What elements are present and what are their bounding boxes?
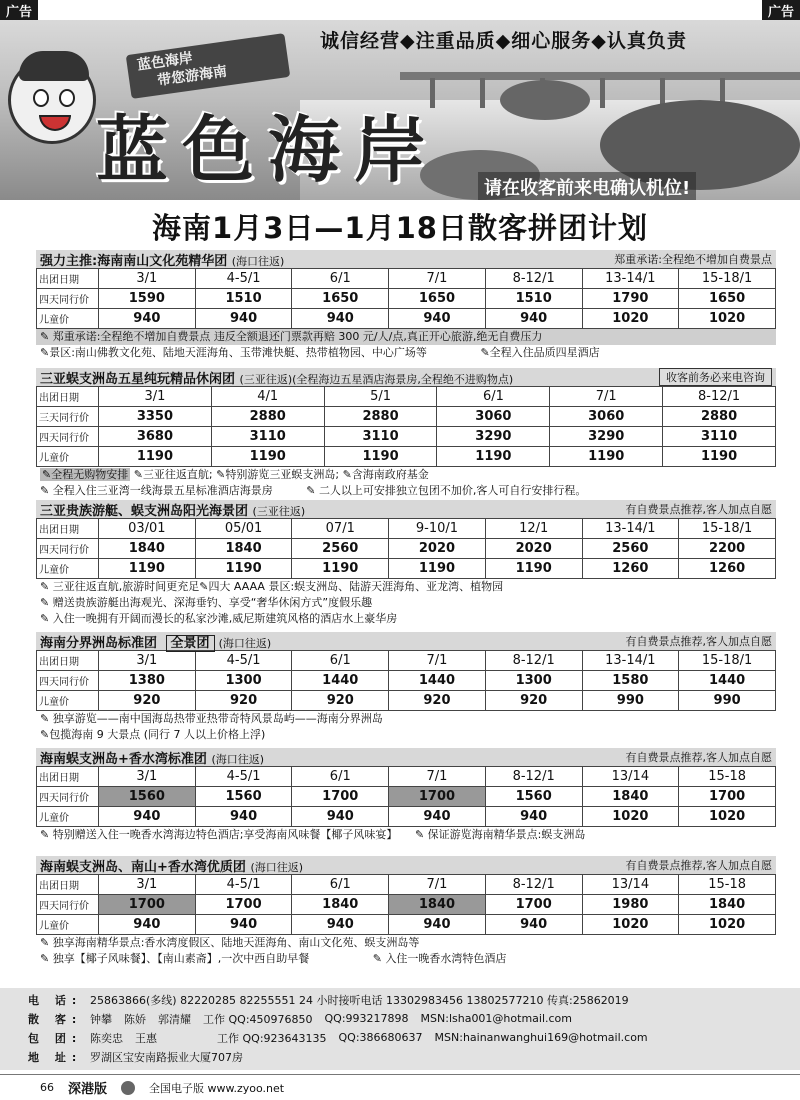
price-cell: 940	[485, 309, 582, 329]
date-cell: 8-12/1	[485, 269, 582, 289]
section-header	[36, 632, 776, 650]
date-cell: 13/14	[582, 767, 679, 787]
row-label: 出团日期	[37, 651, 99, 671]
price-cell: 2200	[679, 539, 776, 559]
group-row	[28, 1028, 772, 1047]
price-cell: 940	[292, 309, 389, 329]
tour-section-1	[36, 250, 776, 361]
price-cell: 2560	[582, 539, 679, 559]
price-cell: 920	[389, 691, 486, 711]
table-row	[37, 875, 776, 895]
row-label: 出团日期	[37, 519, 99, 539]
row-label: 出团日期	[37, 767, 99, 787]
edition-label: 深港版	[68, 1082, 108, 1097]
price-cell: 2020	[389, 539, 486, 559]
row-label: 四天同行价	[37, 427, 99, 447]
price-table	[36, 386, 776, 467]
section-header	[36, 250, 776, 268]
price-cell: 1700	[195, 895, 292, 915]
table-row	[37, 767, 776, 787]
table-row	[37, 427, 776, 447]
rock	[500, 80, 590, 120]
price-cell: 1190	[99, 447, 212, 467]
price-cell: 1840	[582, 787, 679, 807]
price-cell: 1020	[582, 309, 679, 329]
address-text: 罗湖区宝安南路振业大厦707房	[90, 1050, 243, 1064]
price-cell: 1020	[582, 807, 679, 827]
note-text: 独享海南精华景点:香水湾度假区、陆地天涯海角、南山文化苑、蜈支洲岛等	[52, 936, 420, 949]
table-row	[37, 269, 776, 289]
page-title: 海南1月3日—1月18日散客拼团计划	[152, 211, 648, 245]
date-cell: 7/1	[389, 651, 486, 671]
table-row	[37, 559, 776, 579]
date-cell: 6/1	[292, 269, 389, 289]
date-cell: 7/1	[389, 767, 486, 787]
brand-logo: 蓝色海岸	[96, 107, 441, 192]
date-cell: 15-18/1	[679, 519, 776, 539]
section-right-note: 郑重承诺:全程绝不增加自费景点	[614, 253, 772, 266]
note-text: 二人以上可安排独立包团不加价,客人可自行安排行程。	[318, 484, 587, 497]
row-label: 三天同行价	[37, 407, 99, 427]
table-row	[37, 289, 776, 309]
price-cell: 3350	[99, 407, 212, 427]
tour-section-6	[36, 856, 776, 967]
section-header	[36, 748, 776, 766]
price-table	[36, 268, 776, 329]
section-note: ✎包揽海南 9 大景点 (同行 7 人以上价格上浮)	[40, 728, 266, 741]
row-label: 四天同行价	[37, 289, 99, 309]
price-cell: 3110	[663, 427, 776, 447]
msn-address: MSN:lsha001@hotmail.com	[420, 1012, 573, 1025]
tour-section-3	[36, 500, 776, 627]
price-cell: 1190	[389, 559, 486, 579]
date-cell: 5/1	[324, 387, 437, 407]
row-label: 儿童价	[37, 915, 99, 935]
row-label: 儿童价	[37, 691, 99, 711]
note-text: 郑重承诺:全程绝不增加自费景点 违反全额退还门票款再赔 300 元/人/点,真正开心旅游,绝无自费压力	[52, 330, 543, 343]
price-cell: 1020	[582, 915, 679, 935]
price-cell: 1790	[582, 289, 679, 309]
note-text: 包揽海南 9 大景点 (同行 7 人以上价格上浮)	[49, 728, 266, 741]
address-label: 地 址:	[28, 1050, 83, 1064]
price-cell: 3060	[437, 407, 550, 427]
price-table	[36, 650, 776, 711]
note-text: 含海南政府基金	[351, 468, 429, 481]
row-label: 四天同行价	[37, 539, 99, 559]
price-cell: 940	[389, 807, 486, 827]
qq-number: QQ:386680637	[338, 1031, 423, 1044]
row-label: 四天同行价	[37, 787, 99, 807]
price-cell: 1700	[292, 787, 389, 807]
date-cell: 15-18	[679, 875, 776, 895]
section-header	[36, 368, 776, 386]
price-cell: 940	[485, 915, 582, 935]
price-cell: 1440	[292, 671, 389, 691]
price-cell: 940	[389, 915, 486, 935]
row-label: 出团日期	[37, 875, 99, 895]
date-cell: 7/1	[389, 269, 486, 289]
date-cell: 03/01	[99, 519, 196, 539]
section-title: 海南蜈支洲岛+香水湾标准团	[40, 751, 207, 767]
date-cell: 13/14	[582, 875, 679, 895]
table-row	[37, 895, 776, 915]
price-cell: 2560	[292, 539, 389, 559]
date-cell: 6/1	[292, 651, 389, 671]
date-cell: 8-12/1	[485, 875, 582, 895]
price-cell: 1190	[550, 447, 663, 467]
slogan: 诚信经营◆注重品质◆细心服务◆认真负责	[320, 30, 687, 52]
note-text: 保证游览海南精华景点:蜈支洲岛	[427, 828, 586, 841]
date-cell: 6/1	[292, 767, 389, 787]
price-cell: 3060	[550, 407, 663, 427]
section-right-note: 有自费景点推荐,客人加点自愿	[625, 635, 772, 648]
date-cell: 9-10/1	[389, 519, 486, 539]
contact-name: 陈娇	[124, 1012, 146, 1026]
date-cell: 7/1	[550, 387, 663, 407]
row-label: 儿童价	[37, 309, 99, 329]
price-cell: 1190	[211, 447, 324, 467]
section-note: ✎ 独享游览——南中国海岛热带亚热带奇特风景岛屿——海南分界洲岛	[40, 712, 383, 725]
note-text: 特别游览三亚蜈支洲岛;	[225, 468, 340, 481]
msn-address: MSN:hainanwanghui169@hotmail.com	[434, 1031, 648, 1044]
pier-post	[480, 78, 485, 108]
flag-line2: 带您游海南	[156, 63, 229, 90]
price-cell: 1440	[389, 671, 486, 691]
price-cell: 3290	[437, 427, 550, 447]
confirm-notice: 请在收客前来电确认机位!	[478, 172, 696, 200]
price-cell: 3110	[324, 427, 437, 447]
qq-number: 工作 QQ:450976850	[203, 1012, 313, 1026]
date-cell: 15-18/1	[679, 269, 776, 289]
price-cell: 940	[99, 309, 196, 329]
note-text: 三亚往返直航;	[142, 468, 213, 481]
section-header	[36, 856, 776, 874]
mascot-eye	[33, 89, 49, 107]
price-cell: 1260	[582, 559, 679, 579]
qq-number: 工作 QQ:923643135	[217, 1031, 327, 1045]
table-row	[37, 807, 776, 827]
section-title: 海南分界洲岛标准团	[40, 635, 158, 651]
table-row	[37, 407, 776, 427]
price-cell: 940	[195, 309, 292, 329]
price-cell: 3290	[550, 427, 663, 447]
phone-numbers: 25863866(多线) 82220285 82255551 24 小时接听电话 13302983456 13802577210 传真:25862019	[90, 993, 629, 1007]
price-cell: 1560	[195, 787, 292, 807]
mascot-image	[8, 56, 96, 144]
date-cell: 3/1	[99, 269, 196, 289]
mascot-mouth	[39, 115, 71, 131]
table-row	[37, 447, 776, 467]
price-cell: 1700	[485, 895, 582, 915]
note-text: 四大 AAAA 景区:蜈支洲岛、陆游天涯海角、亚龙湾、植物园	[208, 580, 504, 593]
price-cell: 1560	[485, 787, 582, 807]
date-cell: 13-14/1	[582, 651, 679, 671]
price-cell: 1190	[437, 447, 550, 467]
contact-name: 王惠	[135, 1031, 157, 1045]
row-label: 四天同行价	[37, 895, 99, 915]
price-cell: 1840	[389, 895, 486, 915]
note-text: 全程入住三亚湾一线海景五星标准酒店海景房	[52, 484, 273, 497]
date-cell: 3/1	[99, 651, 196, 671]
contact-footer	[0, 988, 800, 1070]
note-text: 赠送贵族游艇出海观光、深海垂钓、享受“奢华休闲方式”度假乐趣	[52, 596, 373, 609]
price-cell: 990	[582, 691, 679, 711]
date-cell: 05/01	[195, 519, 292, 539]
date-cell: 07/1	[292, 519, 389, 539]
note-text: 全程无购物安排	[51, 468, 129, 481]
price-cell: 1020	[679, 309, 776, 329]
full-view-badge: 全景团	[166, 635, 215, 652]
contact-name: 钟攀	[90, 1012, 112, 1026]
price-cell: 940	[292, 807, 389, 827]
price-cell: 940	[195, 807, 292, 827]
pier-post	[600, 78, 605, 108]
table-row	[37, 519, 776, 539]
section-note: ✎ 赠送贵族游艇出海观光、深海垂钓、享受“奢华休闲方式”度假乐趣	[40, 596, 373, 609]
note-text: 入住一晚拥有开阔而漫长的私家沙滩,威尼斯建筑风格的酒店水上豪华房	[52, 612, 398, 625]
page-number: 66	[40, 1081, 54, 1094]
price-cell: 920	[195, 691, 292, 711]
price-cell: 1980	[582, 895, 679, 915]
group-label: 包 团:	[28, 1031, 83, 1045]
section-note: ✎ 三亚往返直航,旅游时间更充足✎四大 AAAA 景区:蜈支洲岛、陆游天涯海角、亚龙湾、植物园	[40, 580, 504, 593]
date-cell: 8-12/1	[485, 767, 582, 787]
price-cell: 1560	[99, 787, 196, 807]
price-cell: 940	[99, 915, 196, 935]
retail-row	[28, 1009, 772, 1028]
price-cell: 920	[99, 691, 196, 711]
date-cell: 4-5/1	[195, 875, 292, 895]
section-title: 海南蜈支洲岛、南山+香水湾优质团	[40, 859, 246, 875]
price-cell: 2020	[485, 539, 582, 559]
date-cell: 13-14/1	[582, 519, 679, 539]
table-row	[37, 691, 776, 711]
section-sub: (三亚往返)	[252, 504, 306, 518]
price-cell: 1700	[679, 787, 776, 807]
price-cell: 940	[485, 807, 582, 827]
price-cell: 3110	[211, 427, 324, 447]
site-label: 全国电子版 www.zyoo.net	[149, 1081, 285, 1095]
tour-section-2	[36, 368, 776, 499]
flag-banner	[126, 33, 291, 99]
date-cell: 3/1	[99, 875, 196, 895]
note-text: 特别赠送入住一晚香水湾海边特色酒店;享受海南风味餐【椰子风味宴】	[52, 828, 398, 841]
note-text: 景区:南山佛教文化苑、陆地天涯海角、玉带滩快艇、热带植物园、中心广场等	[49, 346, 427, 359]
row-label: 出团日期	[37, 387, 99, 407]
contact-name: 陈奕忠	[90, 1031, 123, 1045]
table-row	[37, 671, 776, 691]
section-note: ✎全程无购物安排 ✎三亚往返直航; ✎特别游览三亚蜈支洲岛; ✎含海南政府基金	[42, 468, 429, 481]
price-cell: 1580	[582, 671, 679, 691]
phone-row	[28, 990, 772, 1009]
price-cell: 2880	[211, 407, 324, 427]
section-sub: (三亚往返)(全程海边五星酒店海景房,全程绝不进购物点)	[239, 372, 514, 386]
row-label: 四天同行价	[37, 671, 99, 691]
row-label: 出团日期	[37, 269, 99, 289]
price-cell: 1510	[195, 289, 292, 309]
row-label: 儿童价	[37, 559, 99, 579]
row-label: 儿童价	[37, 807, 99, 827]
date-cell: 4-5/1	[195, 767, 292, 787]
price-cell: 1650	[389, 289, 486, 309]
date-cell: 6/1	[292, 875, 389, 895]
mascot-eye	[59, 89, 75, 107]
price-cell: 1700	[99, 895, 196, 915]
price-cell: 1840	[679, 895, 776, 915]
section-sub: (海口往返)	[250, 860, 304, 874]
price-cell: 1190	[99, 559, 196, 579]
price-cell: 940	[99, 807, 196, 827]
publication-logo-icon	[121, 1081, 135, 1095]
date-cell: 4-5/1	[195, 651, 292, 671]
price-cell: 1700	[389, 787, 486, 807]
table-row	[37, 787, 776, 807]
price-cell: 1440	[679, 671, 776, 691]
price-table	[36, 766, 776, 827]
section-sub: (海口往返)	[218, 636, 272, 650]
price-cell: 940	[195, 915, 292, 935]
price-cell: 940	[292, 915, 389, 935]
price-cell: 990	[679, 691, 776, 711]
price-cell: 1650	[679, 289, 776, 309]
date-cell: 15-18/1	[679, 651, 776, 671]
date-cell: 6/1	[437, 387, 550, 407]
price-cell: 1300	[485, 671, 582, 691]
price-cell: 1190	[195, 559, 292, 579]
price-cell: 1020	[679, 915, 776, 935]
section-note: ✎ 全程入住三亚湾一线海景五星标准酒店海景房 ✎ 二人以上可安排独立包团不加价,客人可自行安排行程。	[40, 484, 587, 497]
table-row	[37, 651, 776, 671]
price-cell: 1300	[195, 671, 292, 691]
note-text: 独享游览——南中国海岛热带亚热带奇特风景岛屿——海南分界洲岛	[52, 712, 383, 725]
qq-number: QQ:993217898	[324, 1012, 409, 1025]
consult-box: 收客前务必来电咨询	[659, 368, 772, 386]
tour-section-5	[36, 748, 776, 843]
price-cell: 1650	[292, 289, 389, 309]
price-cell: 1260	[679, 559, 776, 579]
note-text: 独享【椰子风味餐】、【南山素斋】,一次中西自助早餐	[52, 952, 310, 965]
price-cell: 1840	[292, 895, 389, 915]
hero-banner	[0, 20, 800, 200]
section-right-note: 有自费景点推荐,客人加点自愿	[625, 859, 772, 872]
table-row	[37, 539, 776, 559]
note-text: 三亚往返直航,旅游时间更充足	[52, 580, 200, 593]
page-footer	[0, 1074, 800, 1100]
price-cell: 1590	[99, 289, 196, 309]
price-table	[36, 874, 776, 935]
section-right-note: 有自费景点推荐,客人加点自愿	[625, 751, 772, 764]
price-cell: 1190	[485, 559, 582, 579]
price-cell: 920	[292, 691, 389, 711]
date-cell: 13-14/1	[582, 269, 679, 289]
section-note: ✎ 独享【椰子风味餐】、【南山素斋】,一次中西自助早餐 ✎ 入住一晚香水湾特色酒店	[40, 952, 507, 965]
table-row	[37, 387, 776, 407]
mascot-hair	[19, 51, 89, 81]
date-cell: 12/1	[485, 519, 582, 539]
price-cell: 1510	[485, 289, 582, 309]
section-note: ✎景区:南山佛教文化苑、陆地天涯海角、玉带滩快艇、热带植物园、中心广场等 ✎全程入住品质四星酒店	[40, 346, 600, 359]
section-sub: (海口往返)	[211, 752, 265, 766]
address-row	[28, 1047, 772, 1066]
date-cell: 7/1	[389, 875, 486, 895]
section-sub: (海口往返)	[231, 254, 285, 268]
price-cell: 1840	[99, 539, 196, 559]
tour-section-4	[36, 632, 776, 743]
section-note: ✎ 入住一晚拥有开阔而漫长的私家沙滩,威尼斯建筑风格的酒店水上豪华房	[40, 612, 398, 625]
price-cell: 1840	[195, 539, 292, 559]
date-cell: 3/1	[99, 767, 196, 787]
section-title: 三亚蜈支洲岛五星纯玩精品休闲团	[40, 371, 236, 387]
section-note: ✎ 特别赠送入住一晚香水湾海边特色酒店;享受海南风味餐【椰子风味宴】 ✎ 保证游览海南精华景点:蜈支洲岛	[40, 828, 586, 841]
price-table	[36, 518, 776, 579]
price-cell: 940	[389, 309, 486, 329]
section-title: 强力主推:海南南山文化苑精华团	[40, 253, 228, 269]
ad-tag-left: 广告	[0, 0, 38, 20]
date-cell: 8-12/1	[485, 651, 582, 671]
note-text: 入住一晚香水湾特色酒店	[385, 952, 507, 965]
phone-label: 电 话:	[28, 993, 83, 1007]
section-header	[36, 500, 776, 518]
date-cell: 3/1	[99, 387, 212, 407]
price-cell: 2880	[324, 407, 437, 427]
price-cell: 1190	[324, 447, 437, 467]
price-cell: 1380	[99, 671, 196, 691]
price-cell: 1020	[679, 807, 776, 827]
contact-name: 郭清耀	[158, 1012, 191, 1026]
section-title: 三亚贵族游艇、蜈支洲岛阳光海景团	[40, 503, 249, 519]
table-row	[37, 309, 776, 329]
section-note: ✎ 郑重承诺:全程绝不增加自费景点 违反全额退还门票款再赔 300 元/人/点,真正开心旅游,绝无自费压力	[36, 329, 776, 345]
section-note: ✎ 独享海南精华景点:香水湾度假区、陆地天涯海角、南山文化苑、蜈支洲岛等	[40, 936, 420, 949]
price-cell: 1190	[663, 447, 776, 467]
price-cell: 920	[485, 691, 582, 711]
date-cell: 4-5/1	[195, 269, 292, 289]
price-cell: 3680	[99, 427, 212, 447]
date-cell: 8-12/1	[663, 387, 776, 407]
flag-line1: 蓝色海岸	[136, 50, 194, 74]
table-row	[37, 915, 776, 935]
note-text: 全程入住品质四星酒店	[489, 346, 600, 359]
row-label: 儿童价	[37, 447, 99, 467]
ad-tag-right: 广告	[762, 0, 800, 20]
price-cell: 1190	[292, 559, 389, 579]
retail-label: 散 客:	[28, 1012, 83, 1026]
price-cell: 2880	[663, 407, 776, 427]
date-cell: 4/1	[211, 387, 324, 407]
date-cell: 15-18	[679, 767, 776, 787]
section-right-note: 有自费景点推荐,客人加点自愿	[625, 503, 772, 516]
